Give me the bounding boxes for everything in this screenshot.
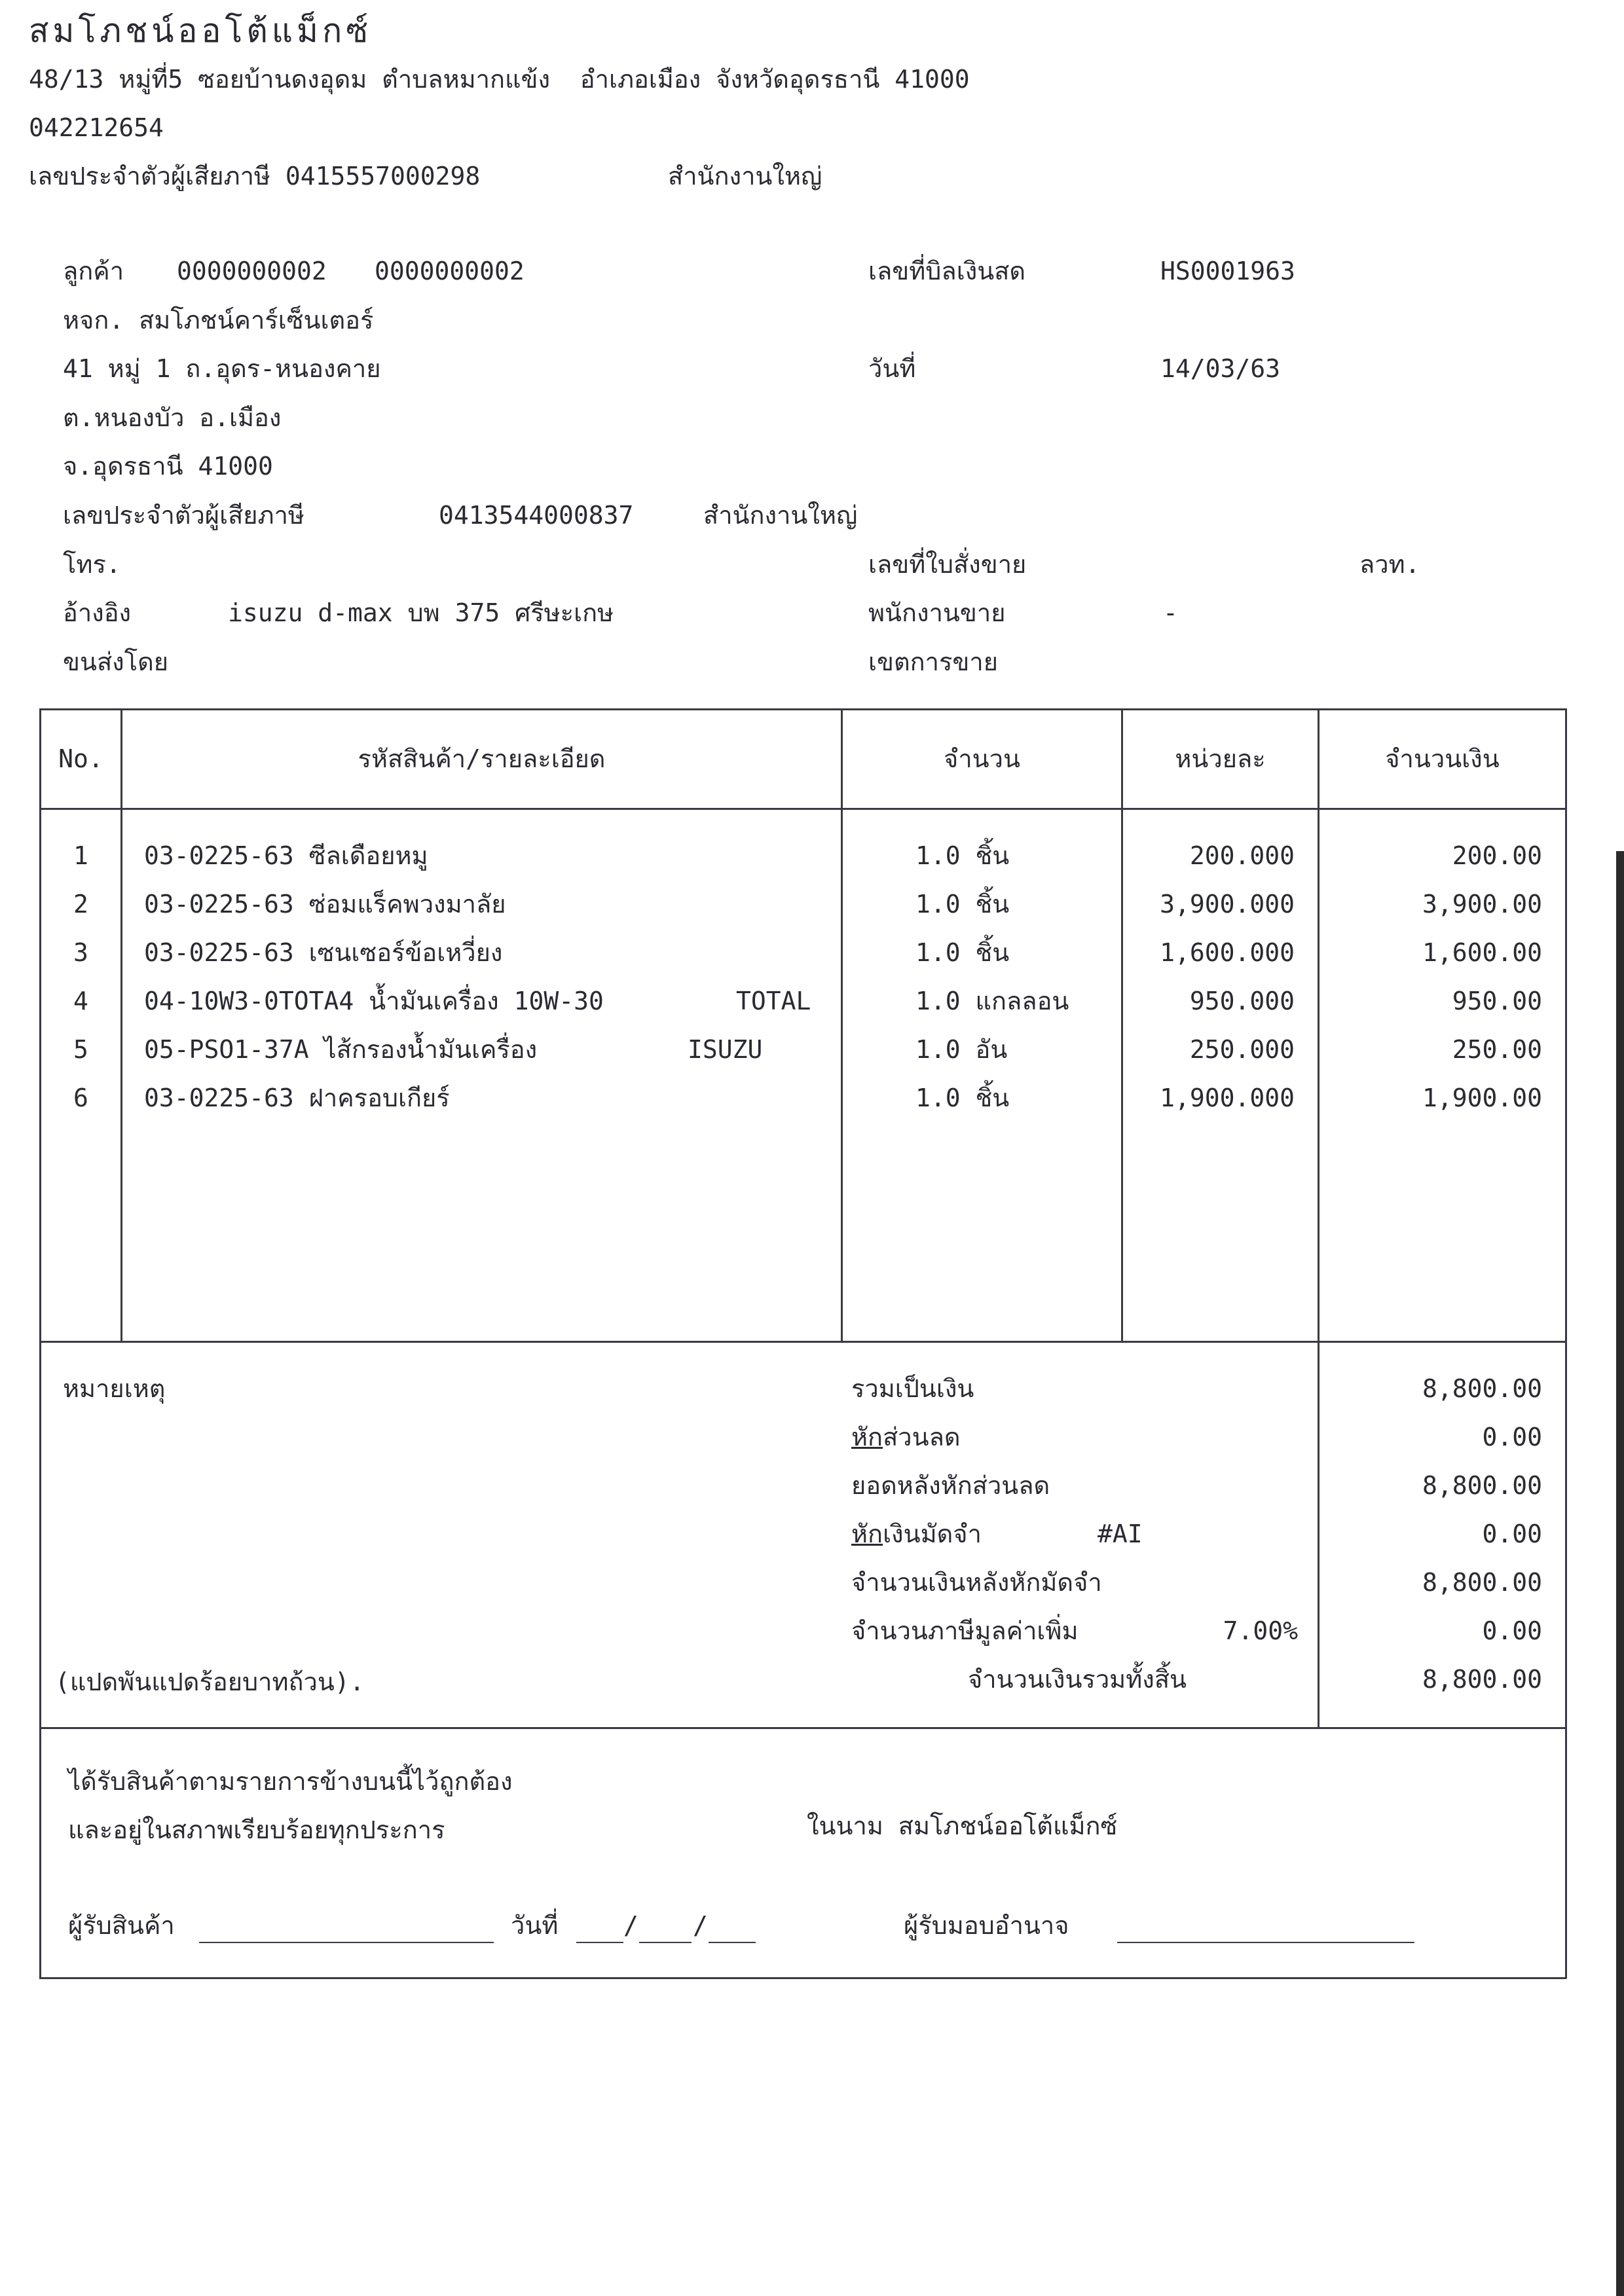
row-quantity: 1.0 ชิ้น (915, 1084, 1010, 1112)
authorized-signature-line (1117, 1942, 1414, 1943)
row-no: 4 (73, 987, 88, 1015)
row-description: 03-0225-63 ซ่อมแร็คพวงมาลัย (144, 890, 506, 919)
summary-bottom-border (39, 1727, 1566, 1729)
reference-value: isuzu d-max บพ 375 ศรีษะเกษ (228, 598, 614, 627)
shipping-label: ขนส่งโดย (63, 647, 169, 676)
frame-bottom-border (39, 1977, 1566, 1979)
company-address: 48/13 หมู่ที่5 ซอยบ้านดงอุดม ตำบลหมากแข้ง อำเภอเมือง จังหวัดอุดรธานี 41000 (29, 65, 970, 94)
company-phone: 042212654 (29, 113, 164, 142)
row-amount: 1,600.00 (1422, 938, 1542, 967)
row-no: 3 (73, 938, 88, 967)
customer-label: ลูกค้า (63, 257, 124, 285)
customer-code: 0000000002 (177, 257, 327, 285)
deposit-label (851, 1522, 982, 1546)
row-description: 03-0225-63 ซีลเดือยหมู (144, 841, 428, 870)
row-quantity: 1.0 แกลลอน (915, 987, 1069, 1015)
row-quantity: 1.0 อัน (915, 1035, 1008, 1064)
row-unit-price: 3,900.000 (1160, 890, 1295, 919)
remark-label: หมายเหตุ (63, 1374, 166, 1403)
header-unit-price: หน่วยละ (1175, 744, 1266, 773)
sales-area-label: เขตการขาย (868, 647, 998, 676)
customer-taxid: 0413544000837 (439, 501, 634, 530)
header-no: No. (58, 744, 103, 773)
row-no: 1 (73, 841, 88, 870)
receive-date-year-line (709, 1942, 756, 1943)
salesperson-value: - (1163, 598, 1178, 627)
column-divider-desc (841, 708, 843, 1341)
row-no: 2 (73, 890, 88, 919)
header-quantity: จำนวน (944, 744, 1020, 773)
table-top-border (39, 708, 1566, 710)
customer-taxid-label: เลขประจำตัวผู้เสียภาษี (63, 501, 304, 530)
table-bottom-border (39, 1341, 1566, 1343)
row-quantity: 1.0 ชิ้น (915, 938, 1010, 967)
row-description-extra: ISUZU (688, 1035, 763, 1064)
deposit-label-rest: เงินมัดจำ (883, 1520, 982, 1548)
customer-branch: สำนักงานใหญ่ (703, 501, 858, 530)
on-behalf-of: ในนาม สมโภชน์ออโต้แม็กซ์ (807, 1812, 1118, 1840)
row-description: 05-PSO1-37A ไส้กรองน้ำมันเครื่อง (144, 1035, 538, 1064)
date-separator-2: / (693, 1911, 708, 1940)
row-amount: 3,900.00 (1422, 890, 1542, 919)
after-deposit-value: 8,800.00 (1422, 1568, 1542, 1597)
discount-value: 0.00 (1482, 1423, 1542, 1451)
after-discount-label: ยอดหลังหักส่วนลด (851, 1471, 1050, 1500)
grand-total-label: จำนวนเงินรวมทั้งสิ้น (968, 1665, 1187, 1694)
customer-name: หจก. สมโภชน์คาร์เซ็นเตอร์ (63, 306, 374, 335)
bill-date-label: วันที่ (868, 354, 916, 383)
receive-date-month-line (639, 1942, 692, 1943)
column-divider-qty (1121, 708, 1123, 1341)
discount-label (851, 1425, 961, 1449)
receive-date-label: วันที่ (511, 1911, 559, 1940)
table-header-divider (39, 808, 1566, 810)
row-no: 6 (73, 1084, 88, 1112)
row-description: 04-10W3-0TOTA4 น้ำมันเครื่อง 10W-30 (144, 987, 604, 1015)
bill-date: 14/03/63 (1160, 354, 1281, 383)
customer-address-line-1: 41 หมู่ 1 ถ.อุดร-หนองคาย (63, 354, 381, 383)
salesperson-label: พนักงานขาย (868, 598, 1006, 627)
date-separator-1: / (623, 1911, 638, 1940)
column-divider-no (120, 708, 122, 1341)
bill-number: HS0001963 (1160, 257, 1295, 285)
row-description-extra: TOTAL (736, 987, 811, 1015)
acknowledgement-line-1: ได้รับสินค้าตามรายการข้างบนนี้ไว้ถูกต้อง (68, 1767, 513, 1796)
row-description: 03-0225-63 ฝาครอบเกียร์ (144, 1084, 450, 1112)
vat-rate: 7.00% (1223, 1616, 1298, 1645)
row-unit-price: 250.000 (1189, 1035, 1295, 1064)
after-discount-value: 8,800.00 (1422, 1471, 1542, 1500)
row-amount: 950.00 (1452, 987, 1542, 1015)
scan-edge (1616, 851, 1624, 2296)
company-name: สมโภชน์ออโต้แม็กซ์ (29, 12, 373, 50)
receive-date-day-line (576, 1942, 623, 1943)
header-amount: จำนวนเงิน (1385, 744, 1500, 773)
row-quantity: 1.0 ชิ้น (915, 890, 1010, 919)
row-no: 5 (73, 1035, 88, 1064)
row-unit-price: 1,900.000 (1160, 1084, 1295, 1112)
row-description: 03-0225-63 เซนเซอร์ข้อเหวี่ยง (144, 938, 503, 967)
receiver-signature-line (199, 1942, 494, 1943)
header-description: รหัสสินค้า/รายละเอียด (358, 744, 606, 773)
reference-label: อ้างอิง (63, 598, 132, 627)
discount-label-prefix: หัก (851, 1423, 883, 1451)
customer-phone-label: โทร. (63, 550, 121, 579)
row-amount: 200.00 (1452, 841, 1542, 870)
subtotal-label: รวมเป็นเงิน (851, 1374, 974, 1403)
grand-total-value: 8,800.00 (1422, 1665, 1542, 1694)
row-quantity: 1.0 ชิ้น (915, 841, 1010, 870)
subtotal-value: 8,800.00 (1422, 1374, 1542, 1403)
company-branch: สำนักงานใหญ่ (668, 162, 822, 191)
acknowledgement-line-2: และอยู่ในสภาพเรียบร้อยทุกประการ (68, 1815, 445, 1844)
sales-order-value: ลวท. (1359, 550, 1420, 579)
deposit-code: #AI (1098, 1520, 1143, 1548)
row-amount: 250.00 (1452, 1035, 1542, 1064)
discount-label-rest: ส่วนลด (883, 1423, 961, 1451)
row-unit-price: 1,600.000 (1160, 938, 1295, 967)
customer-address-line-3: จ.อุดรธานี 41000 (63, 452, 273, 481)
amount-in-words: (แปดพันแปดร้อยบาทถ้วน). (55, 1667, 365, 1696)
vat-value: 0.00 (1482, 1616, 1542, 1645)
after-deposit-label: จำนวนเงินหลังหักมัดจำ (851, 1568, 1102, 1597)
customer-code-2: 0000000002 (375, 257, 525, 285)
bill-number-label: เลขที่บิลเงินสด (868, 257, 1026, 285)
row-amount: 1,900.00 (1422, 1084, 1542, 1112)
deposit-label-prefix: หัก (851, 1520, 883, 1548)
company-taxid: เลขประจำตัวผู้เสียภาษี 0415557000298 (29, 162, 481, 191)
customer-address-line-2: ต.หนองบัว อ.เมือง (63, 403, 282, 432)
receiver-label: ผู้รับสินค้า (68, 1911, 175, 1940)
vat-label: จำนวนภาษีมูลค่าเพิ่ม (851, 1616, 1079, 1645)
sales-order-label: เลขที่ใบสั่งขาย (868, 550, 1027, 579)
frame-right-border (1565, 708, 1567, 1978)
row-unit-price: 950.000 (1189, 987, 1295, 1015)
row-unit-price: 200.000 (1189, 841, 1295, 870)
deposit-value: 0.00 (1482, 1520, 1542, 1548)
authorized-signer-label: ผู้รับมอบอำนาจ (904, 1911, 1069, 1940)
